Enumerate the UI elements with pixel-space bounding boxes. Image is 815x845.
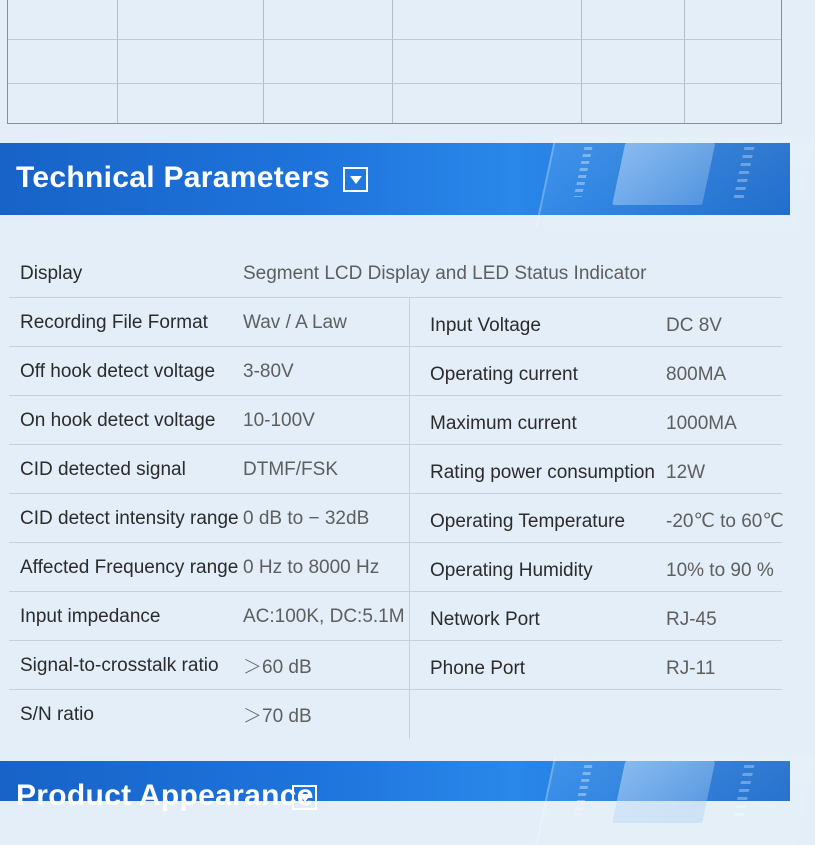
param-label: Operating current (430, 363, 578, 385)
table-divider (8, 83, 781, 84)
table-row (9, 543, 782, 592)
param-value: 800MA (666, 363, 727, 385)
param-value: 3-80V (243, 360, 294, 382)
section-banner (0, 761, 790, 812)
param-label: Display (20, 262, 83, 284)
table-divider (392, 0, 393, 123)
param-value: 10-100V (243, 409, 315, 431)
table-row (9, 298, 782, 347)
param-label: On hook detect voltage (20, 409, 216, 431)
param-value: ＞60 dB (243, 657, 312, 678)
table-row (9, 641, 782, 690)
param-label: Phone Port (430, 657, 526, 679)
param-label: Affected Frequency range (20, 556, 239, 578)
table-divider (263, 0, 264, 123)
table-divider (581, 0, 582, 123)
param-label: Recording File Format (20, 311, 208, 333)
param-value: 12W (666, 461, 706, 483)
table-row (9, 592, 782, 641)
param-label: Signal-to-crosstalk ratio (20, 654, 219, 676)
param-value: Wav / A Law (243, 311, 347, 333)
table-divider (117, 0, 118, 123)
previous-table (7, 0, 782, 124)
param-label: S/N ratio (20, 703, 94, 725)
param-label: Rating power consumption (430, 461, 655, 483)
chevron-down-icon[interactable] (343, 167, 368, 192)
section-banner (0, 143, 790, 215)
param-label: Operating Temperature (430, 510, 626, 532)
device-image (535, 755, 814, 845)
param-value: RJ-11 (666, 657, 716, 679)
param-value: 1000MA (666, 412, 737, 434)
table-divider (8, 39, 781, 40)
param-label: Input Voltage (430, 314, 541, 336)
param-value: ＞70 dB (243, 706, 312, 727)
table-row (9, 347, 782, 396)
param-value: DTMF/FSK (243, 458, 338, 480)
section-title: Technical Parameters (16, 161, 330, 194)
parameters-table (9, 249, 782, 739)
param-value: -20℃ to 60℃ (666, 511, 784, 532)
table-row (9, 445, 782, 494)
param-label: Off hook detect voltage (20, 360, 216, 382)
chevron-down-icon[interactable] (292, 785, 317, 810)
param-label: Operating Humidity (430, 559, 593, 581)
param-label: Network Port (430, 608, 540, 630)
param-value: Segment LCD Display and LED Status Indicator (243, 262, 647, 284)
param-label: Maximum current (430, 412, 577, 434)
table-row (9, 396, 782, 445)
next-section-title: Product Appearance (16, 779, 314, 812)
param-label: CID detected signal (20, 458, 186, 480)
param-value: DC 8V (666, 314, 722, 336)
table-row (9, 494, 782, 543)
table-row (9, 249, 782, 298)
param-value: 10% to 90 % (666, 559, 774, 581)
param-label: CID detect intensity range (20, 507, 239, 529)
param-value: AC:100K, DC:5.1M (243, 605, 405, 627)
param-value: 0 Hz to 8000 Hz (243, 556, 380, 578)
device-image (535, 137, 814, 227)
param-label: Input impedance (20, 605, 161, 627)
table-divider (684, 0, 685, 123)
param-value: RJ-45 (666, 608, 717, 630)
table-row (9, 690, 782, 739)
param-value: 0 dB to − 32dB (243, 507, 370, 529)
